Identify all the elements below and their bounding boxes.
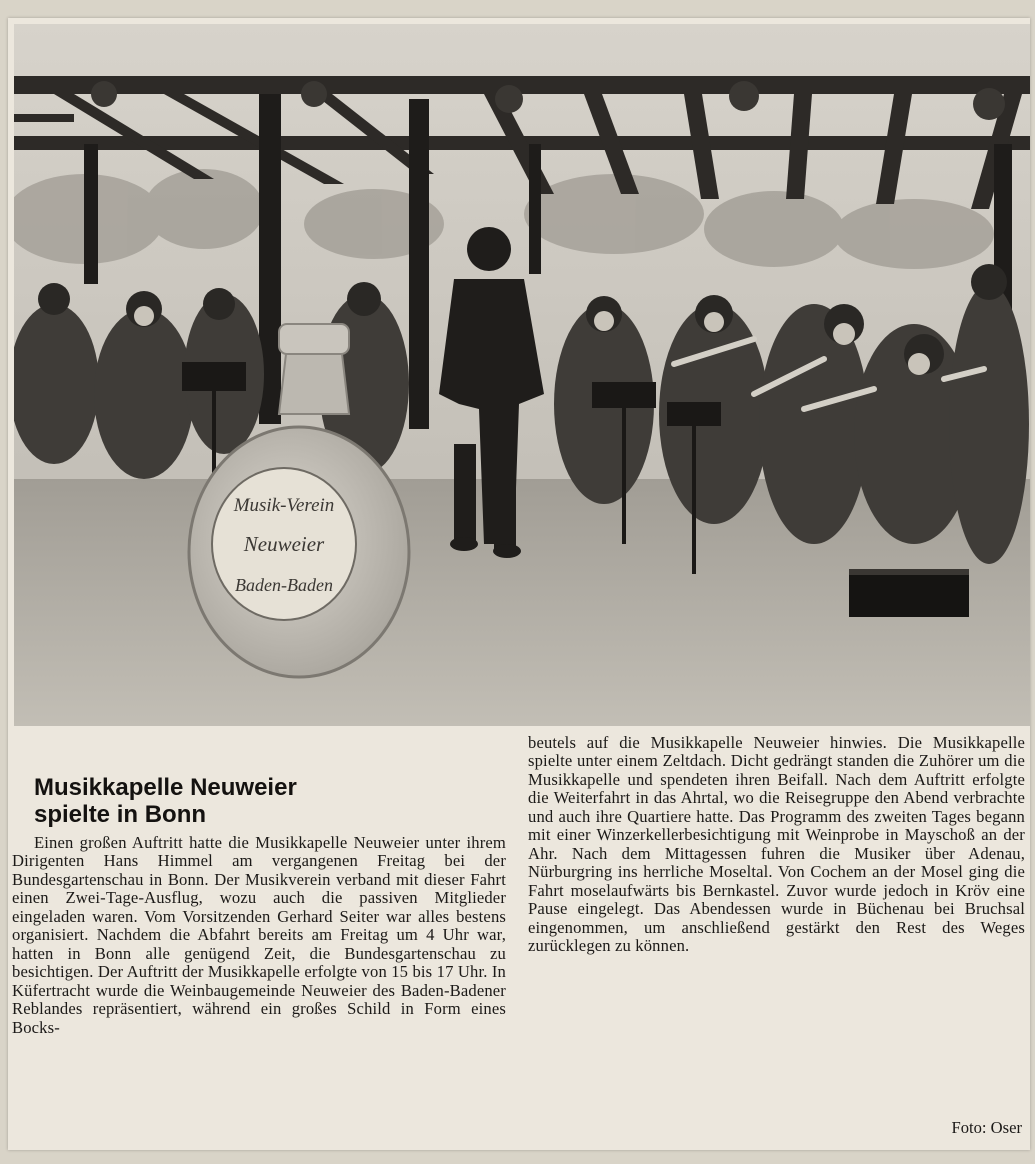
newspaper-clipping: [8, 18, 1030, 1150]
article: [12, 734, 1026, 1148]
headline-line-2: spielte in Bonn: [34, 801, 207, 828]
article-body-left: Einen großen Auftritt hatte die Musikkapelle Neuweier unter ihrem Dirigenten Hans Himmel am vergangenen Freitag bei der Bundesgartenschau in Bonn. Der Musikverein verband mit dieser Fahrt einen Zwei-Tage-Ausflug, wozu auch die passiven Mitglieder eingeladen waren. Vom Vorsitzenden Gerhard Seiter war alles bestens organisiert. Nachdem die Abfahrt bereits am Freitag um 4 Uhr war, hatten in Bonn alle genügend Zeit, die Bundesgartenschau zu besichtigen. Der Auftritt der Musikkapelle erfolgte von 15 bis 17 Uhr. In Küfertracht wurde die Weinbaugemeinde Neuweier des Baden-Badener Reblandes repräsentiert, während ein großes Schild in Form eines Bocks-: [12, 833, 506, 1037]
headline: [34, 774, 506, 828]
band-photo: [14, 24, 1030, 726]
bottle-label-top: Musik-Verein: [233, 495, 335, 516]
article-column-right: [528, 734, 1025, 955]
bottle-label-middle: Neuweier: [243, 532, 325, 556]
headline-line-1: Musikkapelle Neuweier: [34, 774, 297, 801]
band-photo-illustration: [14, 24, 1030, 726]
article-column-left: [12, 734, 506, 1037]
article-body-right: beutels auf die Musikkapelle Neuweier hinwies. Die Musikkapelle spielte unter einem Zeltdach. Dicht gedrängt standen die Zuhörer um die Musikkapelle und spendeten ihren Beifall. Nach dem Auftritt erfolgte die Weiterfahrt in das Ahrtal, wo die Reisegruppe den Abend verbrachte und auch ihre Quartiere hatte. Das Programm des zweiten Tages begann mit einer Winzerkellerbesichtigung mit Weinprobe in Mayschoß an der Ahr. Nach dem Mittagessen fuhren die Musiker über Adenau, Nürburgring ins herrliche Moseltal. Von Cochem an der Mosel ging die Fahrt moselaufwärts bis Bernkastel. Zuvor wurde jedoch in Kröv eine Pause eingelegt. Das Abendessen wurde in Büchenau bei Bruchsal eingenommen, um anschließend gestärkt den Rest des Weges zurücklegen zu können.: [528, 733, 1025, 955]
photo-credit: Foto: Oser: [951, 1118, 1022, 1137]
bottle-label-bottom: Baden-Baden: [235, 575, 333, 595]
